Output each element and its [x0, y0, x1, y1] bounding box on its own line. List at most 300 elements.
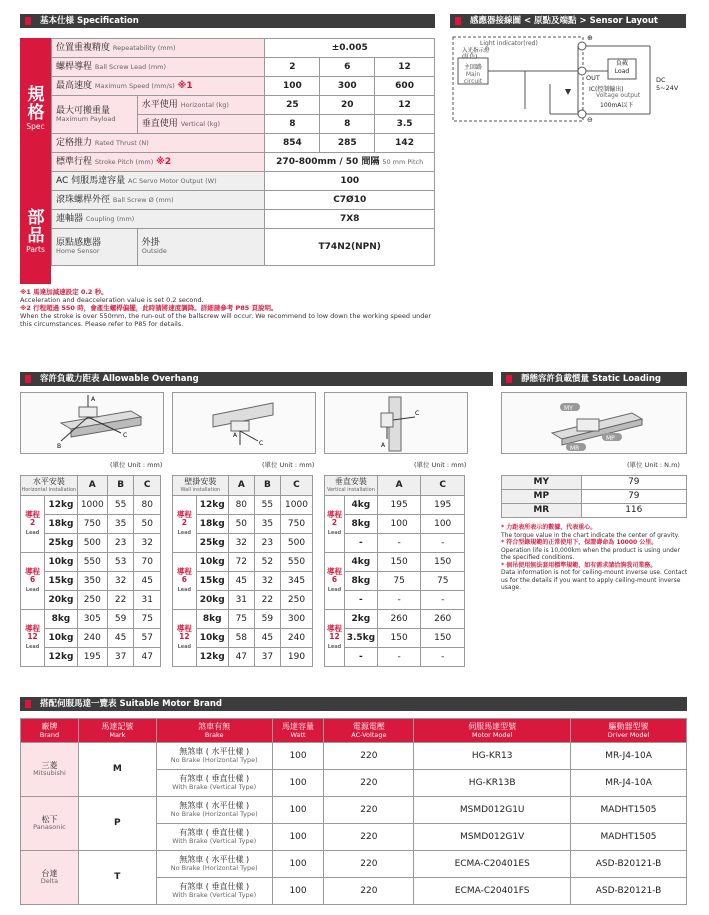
cell: 37: [254, 648, 280, 667]
cell: MP: [502, 490, 582, 504]
table-header: [21, 719, 687, 743]
brake-en: No Brake (Horizontal Type): [170, 756, 258, 764]
lead-value: 2: [181, 518, 187, 528]
value: 3.5: [375, 115, 435, 134]
value: 300: [320, 77, 375, 96]
lead-value: 12: [179, 632, 190, 642]
spec-header: [20, 14, 435, 28]
spec-row-stroke: [52, 153, 435, 172]
col-a: A: [377, 476, 421, 496]
plus-icon: ⊕: [587, 34, 593, 42]
motor-model: ECMA-C20401ES: [414, 851, 571, 878]
cell: 45: [134, 572, 161, 591]
en: Watt: [290, 730, 306, 739]
cell: 300: [280, 610, 312, 629]
en: Brake: [204, 730, 224, 739]
cell: 240: [77, 629, 107, 648]
zh: 伺服馬達型號: [468, 721, 517, 731]
header-zh: 垂直安裝: [334, 476, 367, 486]
cell: 195: [421, 496, 465, 515]
minus-icon: ⊖: [587, 116, 593, 124]
motor-header: [20, 697, 687, 711]
note-en: Data information is not for ceiling-mount inverse use. Contact us for the details if you want to apply ceiling-mount inverse usage.: [501, 569, 688, 591]
spec-label: 規格: [27, 85, 45, 123]
moment-header: [501, 372, 687, 386]
lead-zh: 導程: [25, 509, 41, 519]
label-en: Stroke Pitch (mm): [94, 157, 154, 166]
horizontal-install-diagram: [20, 392, 164, 454]
cell: -: [377, 648, 421, 667]
brake-zh: 有煞車 ( 垂直仕樣 ): [179, 774, 250, 783]
lead-value: 2: [331, 518, 338, 528]
driver-model: MADHT1505: [571, 824, 687, 851]
note-mark: ※2: [156, 156, 172, 167]
cell: 150: [421, 629, 465, 648]
table-row: [325, 534, 465, 553]
cell: 32: [107, 572, 134, 591]
motor-model: HG-KR13: [414, 743, 571, 770]
value: 6: [320, 58, 375, 77]
cell: -: [421, 534, 465, 553]
load-zh: 負載: [615, 60, 628, 67]
table-row: [21, 496, 161, 515]
terminal-icon: [578, 42, 586, 50]
mark: M: [78, 743, 156, 797]
lead-value: 6: [331, 575, 338, 585]
cell: 3.5kg: [344, 629, 377, 648]
lead-zh: 導程: [326, 623, 342, 633]
value: 100: [265, 77, 320, 96]
col-c: C: [280, 476, 312, 496]
cell: 10kg: [196, 629, 228, 648]
brand-en: Panasonic: [33, 823, 66, 832]
th-watt: [272, 719, 324, 743]
terminal-icon: [578, 67, 586, 75]
cell: 25kg: [196, 534, 228, 553]
lead-en: Lead: [25, 643, 40, 650]
value: 270-800mm / 50 間隔: [276, 156, 380, 167]
cell: 18kg: [45, 515, 78, 534]
cell: 4kg: [344, 553, 377, 572]
lead-en: Lead: [327, 643, 342, 650]
note-en: Operation life is 10,000km when the product is using under the specified conditions.: [501, 546, 680, 561]
table-header: [21, 476, 161, 496]
cell: 260: [377, 610, 421, 629]
cell: 195: [377, 496, 421, 515]
cell: 12kg: [45, 496, 78, 515]
label-en: Horizontal (kg): [180, 100, 229, 109]
sensor-wiring-diagram: [450, 34, 686, 129]
cell: -: [344, 591, 377, 610]
label: 定格推力: [56, 137, 93, 148]
spec-row-payload-h: [52, 96, 435, 115]
cell: 70: [134, 553, 161, 572]
label: 連軸器: [56, 213, 84, 224]
th-motor-model: [414, 719, 571, 743]
cell: 22: [254, 591, 280, 610]
cell: 57: [134, 629, 161, 648]
lead-value: 12: [27, 632, 38, 642]
cell: 55: [254, 496, 280, 515]
svg-text:A: A: [233, 432, 238, 439]
cell: -: [377, 591, 421, 610]
lead-en: Lead: [177, 586, 192, 593]
en: Mark: [109, 730, 126, 739]
cell: 79: [581, 476, 686, 490]
cell: 45: [254, 629, 280, 648]
cell: 10kg: [45, 629, 78, 648]
cell: 500: [280, 534, 312, 553]
table-row: [173, 610, 313, 629]
zh: 電源電壓: [352, 721, 385, 731]
spec-row-coupling: [52, 210, 435, 229]
label: 垂直使用: [141, 118, 178, 129]
label-en: Maximum Speed (mm/s): [94, 81, 175, 90]
motor-table: [20, 718, 687, 905]
lead-en: Lead: [327, 529, 342, 536]
lead-zh: 導程: [176, 566, 192, 576]
current-label: 100mA以下: [600, 102, 634, 109]
label: 原點感應器: [56, 238, 102, 249]
th-mark: [78, 719, 156, 743]
brand-zh: 台達: [41, 869, 58, 879]
moment-notes: [501, 524, 689, 592]
sensor-header: [450, 14, 686, 28]
overhang-vertical-table: [324, 475, 465, 667]
cell: -: [421, 591, 465, 610]
cell: 32: [134, 534, 161, 553]
brand-zh: 松下: [41, 815, 58, 825]
driver-model: ASD-B20121-B: [571, 878, 687, 905]
cell: 72: [228, 553, 254, 572]
value: 12: [375, 96, 435, 115]
parts-side-label: [20, 189, 51, 284]
brake-en: No Brake (Horizontal Type): [170, 864, 258, 872]
cell: 12kg: [45, 648, 78, 667]
spec-notes: [20, 288, 435, 328]
brake-en: No Brake (Horizontal Type): [170, 810, 258, 818]
label-en: Maximum Payload: [56, 114, 116, 123]
cell: 31: [228, 591, 254, 610]
spec-label-en: Spec: [26, 122, 45, 131]
note-en: The torque value in the chart indicate the center of gravity.: [501, 531, 680, 539]
value: 8: [320, 115, 375, 134]
lead-value: 6: [181, 575, 187, 585]
cell: 2kg: [344, 610, 377, 629]
spec-row-screw: [52, 191, 435, 210]
overhang-wall-table: [172, 475, 313, 667]
spec-title: 基本仕様 Specification: [40, 16, 139, 26]
vertical-install-diagram: [324, 392, 468, 454]
parts-label: 部品: [27, 208, 45, 246]
svg-text:MY: MY: [564, 405, 573, 412]
overhang-header: [20, 372, 493, 386]
col-c: C: [421, 476, 465, 496]
lead-zh: 導程: [25, 566, 41, 576]
cell: 250: [280, 591, 312, 610]
label-en: Outside: [141, 247, 167, 256]
cell: 59: [254, 610, 280, 629]
cell: -: [421, 648, 465, 667]
note-zh: * 符合型錄規範的正常使用下，保證壽命為 10000 公里。: [501, 539, 658, 546]
note1-zh: ※1 馬達加減速設定 0.2 秒。: [20, 288, 108, 296]
table-row: [173, 553, 313, 572]
cell: 240: [280, 629, 312, 648]
svg-text:B: B: [57, 443, 62, 450]
col-b: B: [254, 476, 280, 496]
brake-zh: 無煞車 ( 水平仕樣 ): [179, 747, 250, 756]
table-row: [21, 797, 687, 824]
note2-zh: ※2 行程超過 550 時，會產生螺桿偏擺，此時請將速度調降。詳細請參考 P85 頁說明。: [20, 304, 278, 312]
voltage: 220: [324, 824, 414, 851]
cell: 10kg: [196, 553, 228, 572]
cell: 1000: [280, 496, 312, 515]
en: Brand: [39, 730, 60, 739]
label: 最高速度: [56, 80, 93, 91]
cell: -: [344, 534, 377, 553]
note-zh: * 力距表所表示的數據，代表重心。: [501, 524, 597, 531]
col-a: A: [228, 476, 254, 496]
spec-table: [51, 38, 435, 266]
cell: 52: [254, 553, 280, 572]
cell: 32: [254, 572, 280, 591]
main-circuit-zh: 主回路: [463, 64, 482, 71]
svg-text:C: C: [259, 440, 264, 447]
table-header: [325, 476, 465, 496]
value-sub: 50 mm Pitch: [382, 157, 424, 166]
cell: 350: [77, 572, 107, 591]
zh: 煞車有無: [198, 721, 231, 731]
cell: 45: [107, 629, 134, 648]
label-en: Repeatability (mm): [112, 43, 176, 52]
header-en: Wall installation: [180, 486, 221, 493]
svg-text:MP: MP: [606, 435, 615, 442]
lead-zh: 導程: [176, 509, 192, 519]
cell: 1000: [77, 496, 107, 515]
label-en: Coupling (mm): [85, 214, 135, 223]
cell: 12kg: [196, 496, 228, 515]
spec-row-thrust: [52, 134, 435, 153]
label: 最大可搬重量: [56, 105, 111, 116]
cell: 4kg: [344, 496, 377, 515]
value: 25: [265, 96, 320, 115]
lead-en: Lead: [327, 586, 342, 593]
svg-text:C: C: [415, 410, 420, 417]
value: 142: [375, 134, 435, 153]
table-header: [173, 476, 313, 496]
driver-model: ASD-B20121-B: [571, 851, 687, 878]
watt: 100: [272, 824, 324, 851]
brand-en: Delta: [40, 877, 59, 886]
cell: 15kg: [196, 572, 228, 591]
driver-model: MR-J4-10A: [571, 770, 687, 797]
cell: 20kg: [45, 591, 78, 610]
lead-en: Lead: [25, 586, 40, 593]
watt: 100: [272, 797, 324, 824]
cell: 59: [107, 610, 134, 629]
table-row: [325, 553, 465, 572]
zh: 馬達記號: [101, 721, 134, 731]
watt: 100: [272, 743, 324, 770]
cell: 100: [421, 515, 465, 534]
svg-text:C: C: [123, 432, 128, 439]
brake-zh: 有煞車 ( 垂直仕樣 ): [179, 828, 250, 837]
label-en: Vertical (kg): [180, 119, 221, 128]
col-c: C: [134, 476, 161, 496]
cell: 75: [134, 610, 161, 629]
sensor-title: 感應器接線圖 < 原點及端點 > Sensor Layout: [470, 16, 658, 26]
light-indicator-label: Light indicator(red): [480, 40, 538, 47]
moment-diagram: [501, 392, 687, 454]
spec-row-repeatability: [52, 39, 435, 58]
brake-zh: 有煞車 ( 垂直仕樣 ): [179, 882, 250, 891]
label-en: Ball Screw Lead (mm): [94, 62, 167, 71]
table-row: [173, 496, 313, 515]
label: 滾珠螺桿外徑: [56, 194, 111, 205]
cell: 8kg: [344, 515, 377, 534]
table-row: [21, 553, 161, 572]
cell: 75: [377, 572, 421, 591]
cell: 47: [134, 648, 161, 667]
driver-model: MADHT1505: [571, 797, 687, 824]
cell: 80: [134, 496, 161, 515]
value: 2: [265, 58, 320, 77]
table-row: [325, 648, 465, 667]
watt: 100: [272, 770, 324, 797]
cell: 8kg: [45, 610, 78, 629]
cell: 32: [228, 534, 254, 553]
header-zh: 壁掛安裝: [184, 476, 217, 486]
cell: 100: [377, 515, 421, 534]
label: AC 伺服馬達容量: [56, 175, 126, 186]
motor-model: MSMD012G1V: [414, 824, 571, 851]
load-en: Load: [614, 68, 630, 75]
mark: P: [78, 797, 156, 851]
label-en: Rated Thrust (N): [94, 138, 149, 147]
header-en: Vertical installation: [326, 486, 375, 493]
en: AC-Voltage: [351, 730, 387, 739]
cell: 150: [421, 553, 465, 572]
cell: MR: [502, 504, 582, 518]
brake-en: With Brake (Vertical Type): [172, 891, 257, 899]
en: Motor Model: [472, 730, 513, 739]
cell: 50: [228, 515, 254, 534]
value: 8: [265, 115, 320, 134]
diode-icon: [565, 89, 571, 95]
en: Driver Model: [607, 730, 650, 739]
cell: 345: [280, 572, 312, 591]
watt: 100: [272, 851, 324, 878]
label-en: Ball Screw Ø (mm): [112, 195, 174, 204]
terminal-icon: [578, 110, 586, 118]
parts-label-en: Parts: [26, 245, 45, 254]
cell: 8kg: [344, 572, 377, 591]
overhang-title: 容許負載力距表 Allowable Overhang: [40, 374, 199, 384]
table-row: [325, 496, 465, 515]
value: 285: [320, 134, 375, 153]
voltage-output-label: Voltage output: [596, 92, 641, 99]
unit-label: (單位 Unit : mm): [110, 461, 163, 469]
table-row: [21, 743, 687, 770]
lead-value: 6: [29, 575, 36, 585]
cell: MY: [502, 476, 582, 490]
lead-en: Lead: [177, 643, 192, 650]
cell: 22: [107, 591, 134, 610]
table-row: [325, 610, 465, 629]
value: 100: [265, 172, 435, 191]
zh: 驅動器型號: [608, 721, 649, 731]
table-row: [21, 610, 161, 629]
lead-en: Lead: [25, 529, 40, 536]
cell: 18kg: [196, 515, 228, 534]
motor-model: ECMA-C20401FS: [414, 878, 571, 905]
cell: 23: [107, 534, 134, 553]
table-row: [502, 490, 687, 504]
unit-label: (單位 Unit : mm): [262, 461, 315, 469]
lead-zh: 導程: [25, 623, 41, 633]
spec-row-speed: [52, 77, 435, 96]
label: 位置重複精度: [56, 42, 111, 53]
cell: 55: [107, 496, 134, 515]
label: 標準行程: [56, 156, 93, 167]
lead-value: 12: [329, 632, 340, 642]
value: 20: [320, 96, 375, 115]
svg-text:A: A: [381, 442, 386, 449]
cell: 35: [254, 515, 280, 534]
brand-zh: 三菱: [41, 761, 58, 771]
cell: 31: [134, 591, 161, 610]
cell: 45: [228, 572, 254, 591]
driver-model: MR-J4-10A: [571, 743, 687, 770]
cell: 195: [77, 648, 107, 667]
table-row: [502, 476, 687, 490]
value: T74N2(NPN): [265, 229, 435, 266]
note1-en: Acceleration and deacceleration value is set 0.2 second.: [20, 296, 204, 304]
value: 7X8: [265, 210, 435, 229]
cell: 37: [107, 648, 134, 667]
cell: 116: [581, 504, 686, 518]
dc-label: DC 5~24V: [656, 76, 679, 92]
value: 600: [375, 77, 435, 96]
label-en: AC Servo Motor Output (W): [128, 176, 217, 185]
voltage: 220: [324, 797, 414, 824]
cell: 550: [280, 553, 312, 572]
th-brand: [21, 719, 79, 743]
cell: 260: [421, 610, 465, 629]
label: 外掛: [141, 238, 160, 249]
cell: 150: [377, 629, 421, 648]
lead-zh: 導程: [176, 623, 192, 633]
spec-row-sensor: [52, 229, 435, 266]
spec-row-motor: [52, 172, 435, 191]
table-row: [325, 515, 465, 534]
cell: 190: [280, 648, 312, 667]
value: 12: [375, 58, 435, 77]
cell: 500: [77, 534, 107, 553]
th-voltage: [324, 719, 414, 743]
wall-install-diagram: [172, 392, 316, 454]
zh: 馬達容量: [282, 721, 315, 731]
cell: -: [377, 534, 421, 553]
moment-title: 靜態容許負載慣量 Static Loading: [521, 374, 661, 384]
note-zh: * 倘吊使用無法套用標準規範，如有需求請洽詢我司業務。: [501, 561, 657, 569]
cell: 250: [77, 591, 107, 610]
cell: 550: [77, 553, 107, 572]
unit-label: (單位 Unit : mm): [414, 461, 467, 469]
main-circuit-en: Main circuit: [463, 71, 483, 85]
brake-en: With Brake (Vertical Type): [172, 783, 257, 791]
overhang-horizontal-table: [20, 475, 161, 667]
